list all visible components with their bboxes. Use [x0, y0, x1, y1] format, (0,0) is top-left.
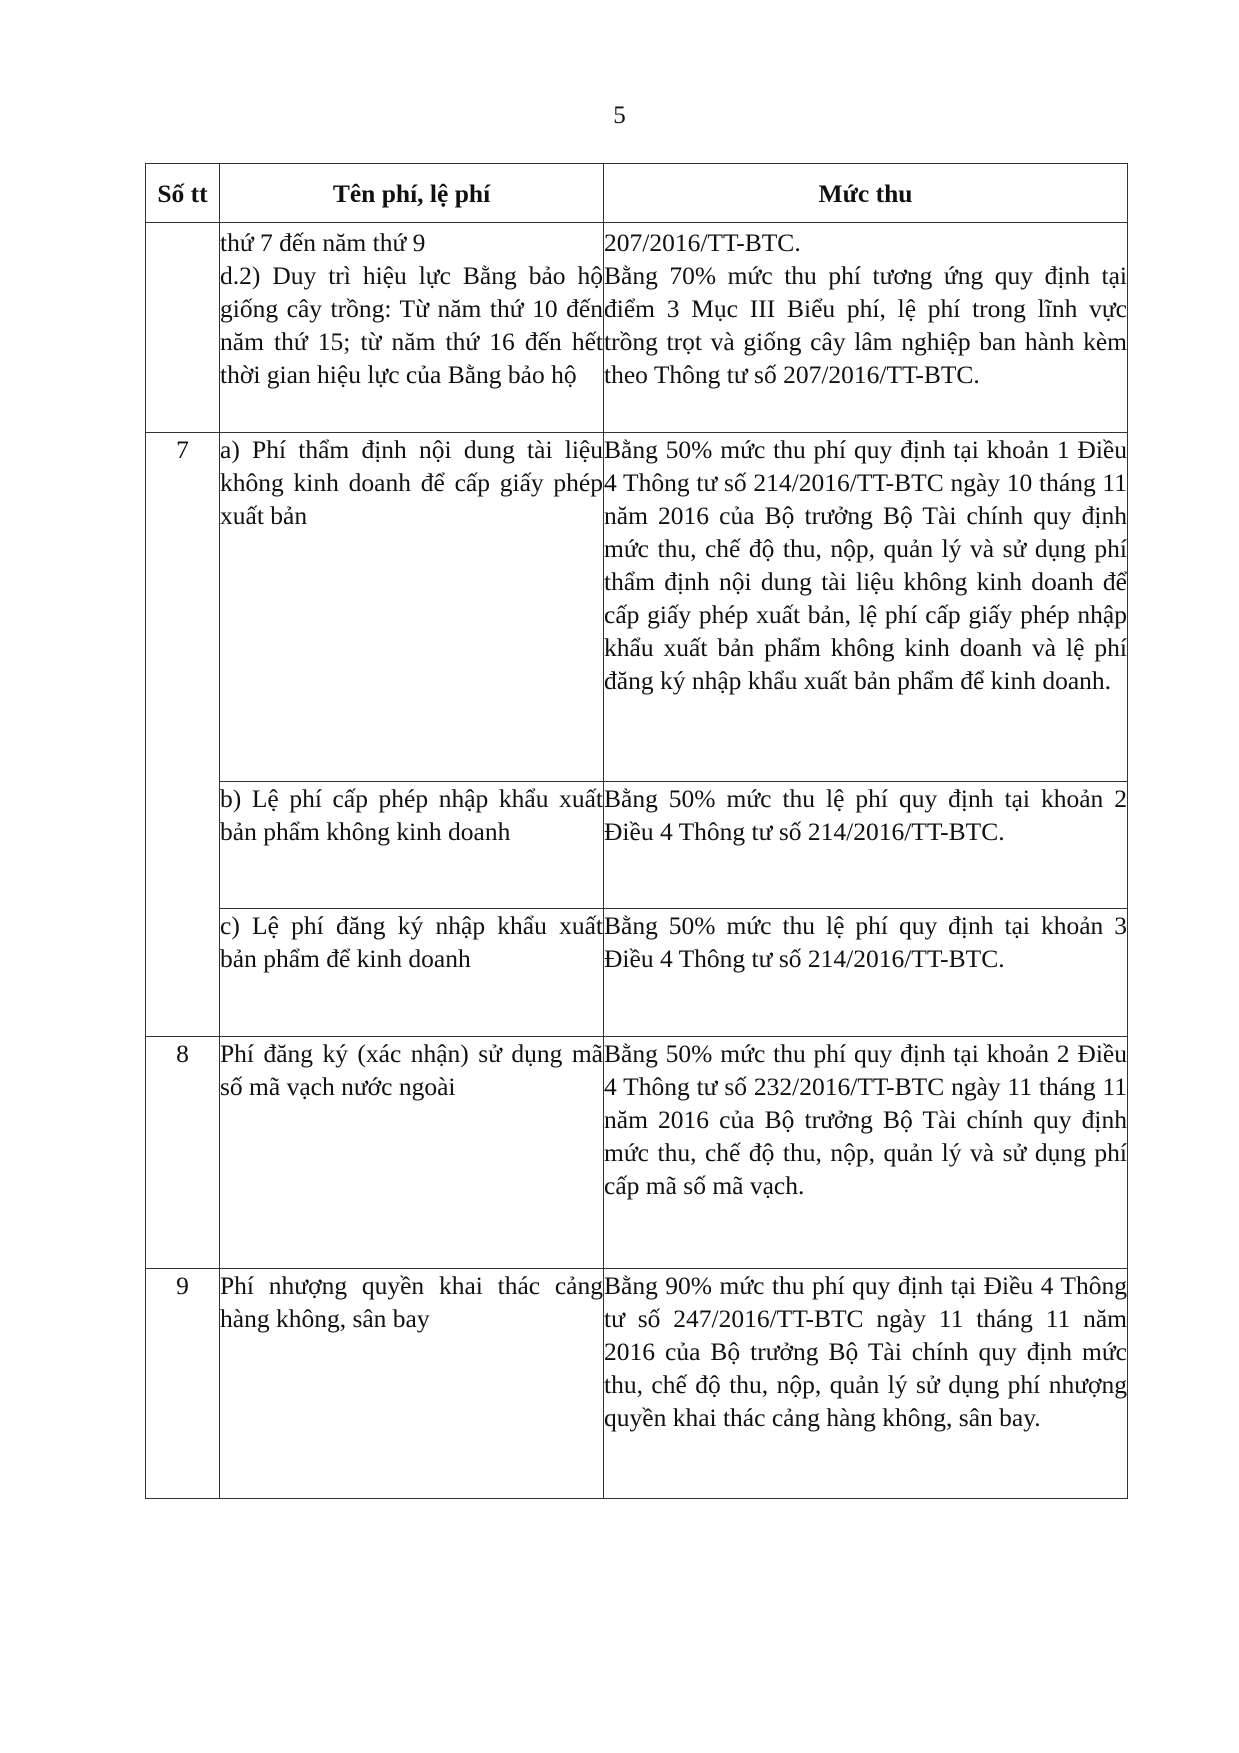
table-header-row — [146, 164, 1128, 223]
row-fee-name: b) Lệ phí cấp phép nhập khẩu xuất bản phẩm không kinh doanh — [220, 782, 604, 909]
row-stt: 8 — [146, 1037, 220, 1269]
fee-table — [145, 163, 1128, 1499]
row-fee-name: thứ 7 đến năm thứ 9 — [220, 223, 604, 260]
table-row — [146, 1269, 1128, 1499]
table-row — [146, 259, 1128, 433]
row-rate: Bằng 70% mức thu phí tương ứng quy định tại điểm 3 Mục III Biểu phí, lệ phí trong lĩnh vực trồng trọt và giống cây lâm nghiệp ban hành kèm theo Thông tư số 207/2016/TT-BTC. — [604, 259, 1128, 433]
row-fee-name: d.2) Duy trì hiệu lực Bằng bảo hộ giống cây trồng: Từ năm thứ 10 đến năm thứ 15; từ năm thứ 16 đến hết thời gian hiệu lực của Bằng bảo hộ — [220, 259, 604, 433]
row-stt — [146, 259, 220, 433]
row-fee-name: c) Lệ phí đăng ký nhập khẩu xuất bản phẩm để kinh doanh — [220, 909, 604, 1037]
header-fee-name: Tên phí, lệ phí — [220, 164, 604, 223]
row-fee-name: a) Phí thẩm định nội dung tài liệu không kinh doanh để cấp giấy phép xuất bản — [220, 433, 604, 782]
table-row — [146, 223, 1128, 260]
header-stt: Số tt — [146, 164, 220, 223]
table-row — [146, 782, 1128, 909]
row-stt: 7 — [146, 433, 220, 782]
row-stt — [146, 223, 220, 260]
table-row — [146, 433, 1128, 782]
row-rate: Bằng 90% mức thu phí quy định tại Điều 4 Thông tư số 247/2016/TT-BTC ngày 11 tháng 11 năm 2016 của Bộ trưởng Bộ Tài chính quy định mức thu, chế độ thu, nộp, quản lý sử dụng phí nhượng quyền khai thác cảng hàng không, sân bay. — [604, 1269, 1128, 1499]
row-stt: 9 — [146, 1269, 220, 1499]
header-rate: Mức thu — [604, 164, 1128, 223]
table-row — [146, 909, 1128, 1037]
row-rate: Bằng 50% mức thu lệ phí quy định tại khoản 3 Điều 4 Thông tư số 214/2016/TT-BTC. — [604, 909, 1128, 1037]
row-rate: 207/2016/TT-BTC. — [604, 223, 1128, 260]
row-fee-name: Phí đăng ký (xác nhận) sử dụng mã số mã vạch nước ngoài — [220, 1037, 604, 1269]
table-row — [146, 1037, 1128, 1269]
row-stt — [146, 909, 220, 1037]
page-number: 5 — [613, 102, 626, 129]
row-rate: Bằng 50% mức thu phí quy định tại khoản 2 Điều 4 Thông tư số 232/2016/TT-BTC ngày 11 tháng 11 năm 2016 của Bộ trưởng Bộ Tài chính quy định mức thu, chế độ thu, nộp, quản lý và sử dụng phí cấp mã số mã vạch. — [604, 1037, 1128, 1269]
row-rate: Bằng 50% mức thu lệ phí quy định tại khoản 2 Điều 4 Thông tư số 214/2016/TT-BTC. — [604, 782, 1128, 909]
row-stt — [146, 782, 220, 909]
row-fee-name: Phí nhượng quyền khai thác cảng hàng không, sân bay — [220, 1269, 604, 1499]
row-rate: Bằng 50% mức thu phí quy định tại khoản 1 Điều 4 Thông tư số 214/2016/TT-BTC ngày 10 tháng 11 năm 2016 của Bộ trưởng Bộ Tài chính quy định mức thu, chế độ thu, nộp, quản lý và sử dụng phí thẩm định nội dung tài liệu không kinh doanh để cấp giấy phép xuất bản, lệ phí cấp giấy phép nhập khẩu xuất bản phẩm không kinh doanh và lệ phí đăng ký nhập khẩu xuất bản phẩm để kinh doanh. — [604, 433, 1128, 782]
